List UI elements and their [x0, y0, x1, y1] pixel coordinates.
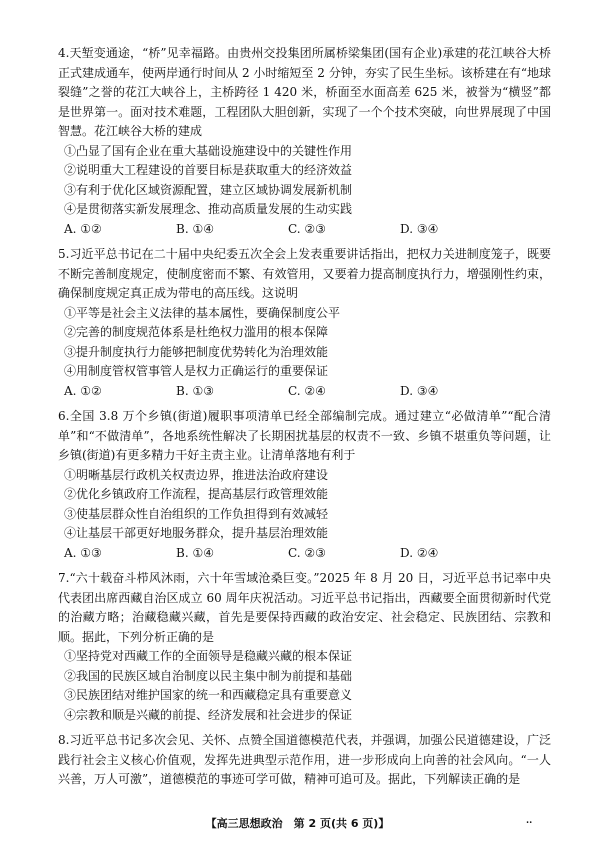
choice-c[interactable]: C. ②③ — [288, 545, 326, 560]
option-4: ④是贯彻落实新发展理念、推动高质量发展的生动实践 — [64, 202, 353, 216]
question-stem: 8.习近平总书记多次会见、关怀、点赞全国道德模范代表，并强调，加强公民道德建设，广泛践行社会主义核心价值观，发挥先进典型示范作用，进一步形成向上向善的社会风向。“一人兴善，万人可激”，道德模范的事迹可学可做，精神可追可及。据此，下列解读正确的是 — [58, 733, 551, 786]
question-7 — [58, 569, 551, 725]
option-4: ④让基层干部更好地服务群众，提升基层治理效能 — [64, 526, 329, 540]
choice-b[interactable]: B. ①④ — [176, 545, 214, 560]
choice-d[interactable]: D. ③④ — [400, 383, 439, 398]
choice-a[interactable]: A. ①③ — [64, 545, 102, 560]
question-6 — [58, 407, 551, 563]
option-4: ④宗教和顺是兴藏的前提、经济发展和社会进步的保证 — [64, 707, 353, 722]
question-8 — [58, 731, 551, 790]
exam-page — [58, 44, 551, 790]
choice-d[interactable]: D. ③④ — [400, 221, 439, 236]
question-5 — [58, 245, 551, 401]
option-1: ①凸显了国有企业在重大基础设施建设中的关键性作用 — [64, 143, 353, 158]
option-1: ①明晰基层行政机关权责边界，推进法治政府建设 — [64, 467, 329, 482]
page-footer: 【高三思想政治 第 2 页(共 6 页)】 — [205, 817, 390, 830]
choice-a[interactable]: A. ①② — [64, 383, 102, 398]
choice-b[interactable]: B. ①③ — [176, 383, 214, 398]
option-3: ③有利于优化区域资源配置，建立区域协调发展新机制 — [64, 182, 353, 197]
option-4: ④用制度管权管事管人是权力正确运行的重要保证 — [64, 364, 329, 378]
option-3: ③提升制度执行力能够把制度优势转化为治理效能 — [64, 344, 329, 359]
choice-c[interactable]: C. ②③ — [288, 221, 326, 236]
answer-choices — [64, 220, 551, 240]
question-stem: 5.习近平总书记在二十届中央纪委五次全会上发表重要讲话指出，把权力关进制度笼子，既要不断完善制度规定，使制度密而不繁、有效管用，又要着力提高制度执行力，增强刚性约束，确保制度规定真正成为带电的高压线。这说明 — [58, 247, 551, 300]
choice-b[interactable]: B. ①④ — [176, 221, 214, 236]
question-4 — [58, 44, 551, 239]
question-stem: 6.全国 3.8 万个乡镇(街道)履职事项清单已经全部编制完成。通过建立“必做清单”“配合清单”和“不做清单”，各地系统性解决了长期困扰基层的权责不一致、乡镇不堪重负等问题，让乡镇(街道)有更多精力干好主责主业。让清单落地有利于 — [58, 409, 551, 462]
question-stem: 7.“六十载奋斗栉风沐雨，六十年雪域沧桑巨变。”2025 年 8 月 20 日，习近平总书记率中央代表团出席西藏自治区成立 60 周年庆祝活动。习近平总书记指出，西藏要全面贯彻新时代党的治藏方略；治藏稳藏兴藏，首先是要保持西藏的政治安定、社会稳定、民族团结、宗教和顺。据此，下列分析正确的是 — [58, 571, 551, 644]
option-3: ③使基层群众性自治组织的工作负担得到有效减轻 — [64, 506, 329, 521]
option-2: ②完善的制度规范体系是杜绝权力滥用的根本保障 — [64, 325, 329, 339]
answer-choices — [64, 382, 551, 402]
option-2: ②优化乡镇政府工作流程，提高基层行政管理效能 — [64, 487, 329, 501]
option-1: ①平等是社会主义法律的基本属性，要确保制度公平 — [64, 305, 341, 320]
option-1: ①坚持党对西藏工作的全面领导是稳藏兴藏的根本保证 — [64, 649, 353, 663]
option-2: ②我国的民族区域自治制度以民主集中制为前提和基础 — [64, 668, 353, 683]
corner-mark: .. — [526, 816, 533, 826]
choice-d[interactable]: D. ②④ — [400, 545, 439, 560]
option-3: ③民族团结对维护国家的统一和西藏稳定具有重要意义 — [64, 688, 353, 702]
choice-c[interactable]: C. ②④ — [288, 383, 326, 398]
option-2: ②说明重大工程建设的首要目标是获取重大的经济效益 — [64, 163, 353, 177]
question-stem: 4.天堑变通途，“桥”见幸福路。由贵州交投集团所属桥梁集团(国有企业)承建的花江峡谷大桥正式建成通车，使两岸通行时间从 2 小时缩短至 2 分钟，夯实了民生坐标。该桥建在有“地球裂缝”之誉的花江大峡谷上，主桥跨径 1 420 米，桥面至水面高差 625 米，被誉为“横竖”都是世界第一。面对技术难题，工程团队大胆创新，实现了一个个技术突破，向世界展现了中国智慧。花江峡谷大桥的建成 — [58, 46, 551, 138]
answer-choices — [64, 544, 551, 564]
choice-a[interactable]: A. ①② — [64, 221, 102, 236]
